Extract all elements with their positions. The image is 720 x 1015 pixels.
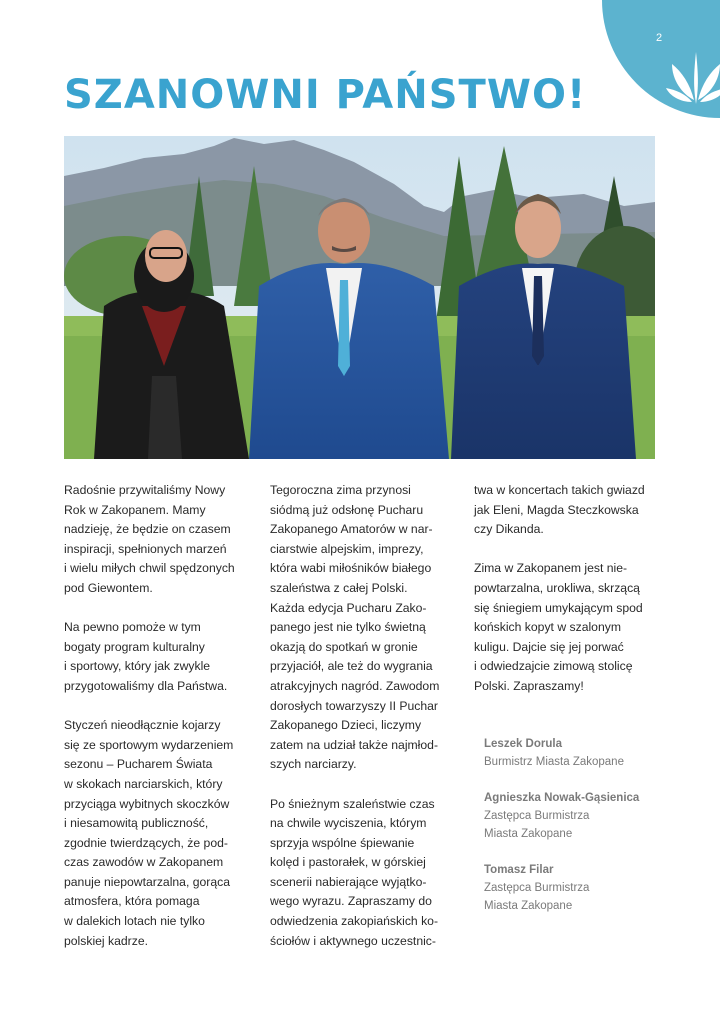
paragraph: Zima w Zakopanem jest nie- powtarzalna, urokliwa, skrzącą się śniegiem umykającym spod końskich kopyt w szalonym kuligu. Dajcie się jej porwać i odwiedzajcie zimową stolicę Polski. Zapraszamy! — [474, 561, 643, 693]
signature-role: Zastępca Burmistrza Miasta Zakopane — [484, 882, 590, 912]
text-column-1 — [64, 481, 254, 971]
page-title: SZANOWNI PAŃSTWO! — [64, 72, 587, 118]
corner-decoration — [602, 0, 720, 118]
signatures — [484, 735, 639, 933]
paragraph: twa w koncertach takich gwiazd jak Eleni, Magda Steczkowska czy Dikanda. — [474, 483, 645, 537]
signature-name: Tomasz Filar — [484, 864, 554, 876]
signature-role: Zastępca Burmistrza Miasta Zakopane — [484, 810, 590, 840]
page-number: 2 — [656, 32, 663, 44]
paragraph: Tegoroczna zima przynosi siódmą już odsłonę Pucharu Zakopanego Amatorów w nar- ciarstwie alpejskim, imprezy, która wabi miłośników białego szaleństwa z całej Polski. Każda edycja Pucharu Zako- panego jest nie tylko świetną okazją do spotkań w gronie przyjaciół, ale też do wygrania atrakcyjnych nagród. Zawodom dorosłych towarzyszy II Puchar Zakopanego Dzieci, liczymy zatem na udział także najmłod- szych narciarzy. — [270, 483, 440, 772]
text-column-3 — [474, 481, 674, 716]
signature-role: Burmistrz Miasta Zakopane — [484, 756, 624, 768]
signature-block — [484, 789, 639, 843]
signature-name: Agnieszka Nowak-Gąsienica — [484, 792, 640, 804]
paragraph: Styczeń nieodłącznie kojarzy się ze sportowym wydarzeniem sezonu – Pucharem Świata w skokach narciarskich, który przyciąga wybitnych skoczków i niesamowitą publiczność, zgodnie twierdzących, że pod- czas zawodów w Zakopanem panuje niepowtarzalna, gorąca atmosfera, która pomaga w dalekich lotach nie tylko polskiej kadrze. — [64, 718, 234, 948]
paragraph: Po śnieżnym szaleństwie czas na chwile wyciszenia, którym sprzyja wspólne śpiewanie kolęd i pastorałek, w górskiej scenerii nabierające wyjątko- wego wyrazu. Zapraszamy do odwiedzenia zakopiańskich ko- ściołów i aktywnego uczestnic- — [270, 796, 439, 948]
signature-name: Leszek Dorula — [484, 738, 562, 750]
signature-block — [484, 735, 639, 771]
paragraph: Na pewno pomoże w tym bogaty program kulturalny i sportowy, który jak zwykle przygotowaliśmy dla Państwa. — [64, 620, 228, 693]
text-column-2 — [270, 481, 460, 971]
signature-block — [484, 861, 639, 915]
group-portrait-photo — [64, 136, 655, 459]
paragraph: Radośnie przywitaliśmy Nowy Rok w Zakopanem. Mamy nadzieję, że będzie on czasem inspiracji, spełnionych marzeń i wielu miłych chwil spędzonych pod Giewontem. — [64, 483, 235, 595]
